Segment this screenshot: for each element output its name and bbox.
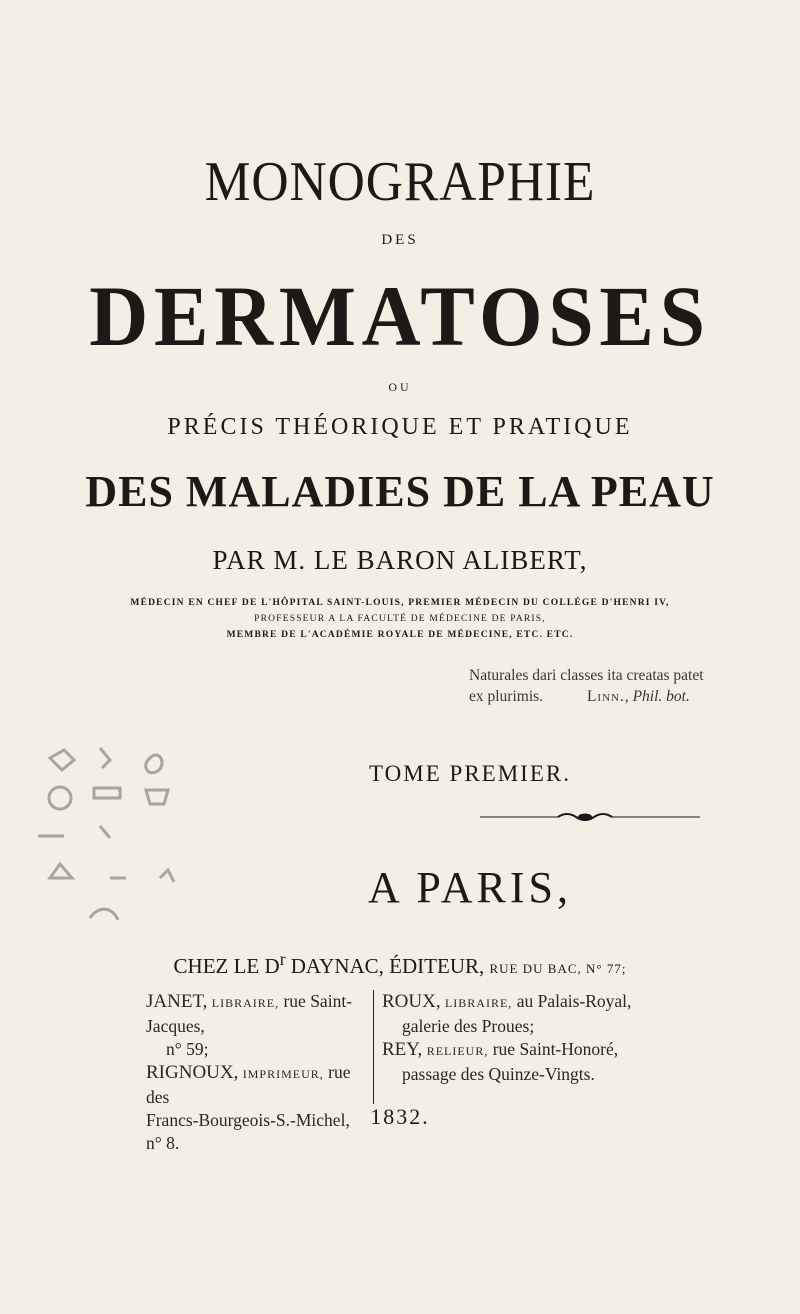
bookseller-address-cont: n° 59; (166, 1039, 209, 1059)
column-divider (373, 990, 374, 1104)
publisher-sup: r (279, 949, 286, 969)
bookseller-name: RIGNOUX, (146, 1062, 239, 1083)
author-credential-1: MÉDECIN EN CHEF DE L'HÔPITAL SAINT-LOUIS, PREMIER MÉDECIN DU COLLÉGE D'HENRI IV, (130, 598, 670, 608)
author-credential-3: MEMBRE DE L'ACADÉMIE ROYALE DE MÉDECINE, ETC. ETC. (226, 630, 574, 640)
volume-label: TOME PREMIER. (369, 761, 571, 786)
bookseller-role: LIBRAIRE, (211, 996, 280, 1010)
epigraph-source-work: Phil. bot. (632, 688, 690, 705)
bookseller-address-cont: passage des Quinze-Vingts. (402, 1064, 595, 1084)
bookseller-role: LIBRAIRE, (444, 996, 513, 1010)
bookseller-address: rue Saint-Honoré, (492, 1039, 619, 1059)
epigraph-source-name: Linn. (586, 688, 625, 705)
library-stamp-mark (30, 728, 250, 928)
title-dermatoses: DERMATOSES (89, 268, 711, 364)
subtitle-maladies: DES MALADIES DE LA PEAU (85, 467, 715, 516)
title-des: DES (381, 232, 419, 248)
publisher-rest: DAYNAC, ÉDITEUR, (285, 954, 485, 978)
bookseller-role: IMPRIMEUR, (242, 1067, 324, 1081)
bookseller-address: rue Saint-Jacques, (146, 991, 353, 1036)
ornamental-rule-icon (480, 812, 700, 822)
bookseller-role: RELIEUR, (426, 1044, 489, 1058)
bookseller-address-cont: Francs-Bourgeois-S.-Michel, n° 8. (146, 1110, 350, 1153)
publisher-line (0, 949, 800, 979)
booksellers-left-column (146, 990, 366, 1155)
imprint-city: A PARIS, (367, 863, 573, 912)
title-ou: OU (388, 380, 412, 394)
bookseller-address: rue des (146, 1062, 351, 1107)
bookseller-name: JANET, (146, 991, 208, 1012)
publisher-address: RUE DU BAC, N° 77; (489, 961, 627, 976)
bookseller-address: au Palais-Royal, (516, 991, 632, 1011)
bookseller-name: REY, (382, 1039, 423, 1060)
epigraph: Naturales dari classes ita creatas patet ex plurimis. Linn., Phil. bot. (469, 667, 704, 705)
bookseller-address-cont: galerie des Proues; (402, 1016, 535, 1036)
subtitle-precis: PRÉCIS THÉORIQUE ET PRATIQUE (167, 414, 633, 440)
bookseller-name: ROUX, (382, 991, 441, 1012)
author-credential-2: PROFESSEUR A LA FACULTÉ DE MÉDECINE DE PARIS, (254, 614, 546, 624)
epigraph-line-1: Naturales dari classes ita creatas patet (469, 667, 704, 684)
author-byline: PAR M. LE BARON ALIBERT, (212, 545, 588, 575)
publisher-name: CHEZ LE D (173, 954, 280, 978)
title-monographie: MONOGRAPHIE (204, 151, 596, 213)
booksellers-right-column (382, 990, 712, 1086)
epigraph-line-2: ex plurimis. (469, 688, 544, 705)
publication-year: 1832. (370, 1104, 430, 1129)
